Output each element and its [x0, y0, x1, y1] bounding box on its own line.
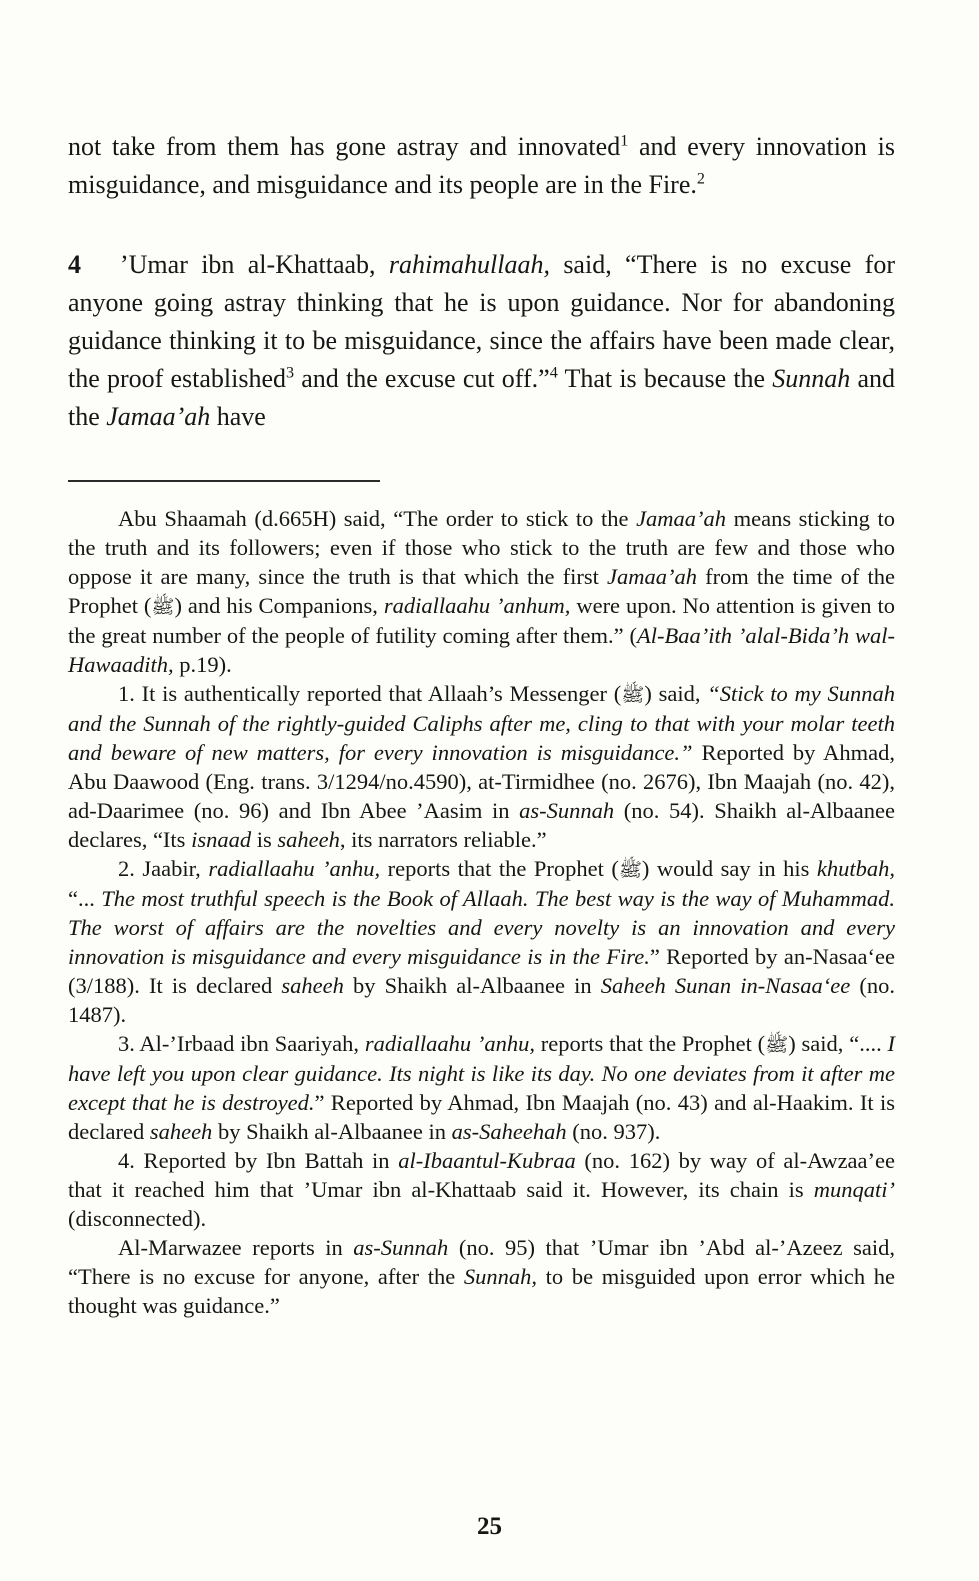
- body-paragraph-4: 4 ’Umar ibn al-Khattaab, rahimahullaah, said, “There is no excuse for anyone going astray thinking that he is upon guidance. Nor for abandoning guidance thinking it to be misguidance, since the affairs have been made clear, the proof established$^3$ and the excuse cut off.”$^4$ That is because the Sunnah and the Jamaa’ah have: [68, 250, 896, 431]
- sallallaahu-icon: ﷺ: [151, 595, 175, 618]
- footnotes: [68, 504, 895, 1320]
- body-text: [68, 128, 895, 436]
- footnote-1: 1. It is authentically reported that Allaah’s Messenger (ﷺ) said, “Stick to my Sunnah and the Sunnah of the rightly-guided Caliphs after me, cling to that with your molar teeth and beware of new matters, for every innovation is misguidance.” Reported by Ahmad, Abu Daawood (Eng. trans. 3/1294/no.4590), at-Tirmidhee (no. 2676), Ibn Maajah (no. 42), ad-Daarimee (no. 96) and Ibn Abee ’Aasim in as-Sunnah (no. 54). Shaikh al-Albaanee declares, “Its isnaad is saheeh, its narrators reliable.”: [68, 681, 895, 852]
- footnote-4: 4. Reported by Ibn Battah in al-Ibaantul-Kubraa (no. 162) by way of al-Awzaa’ee that it reached him that ’Umar ibn al-Khattaab said it. However, its chain is munqati’ (disconnected).: [68, 1148, 895, 1231]
- footnote-al-marwazee: Al-Marwazee reports in as-Sunnah (no. 95) that ’Umar ibn ’Abd al-’Azeez said, “There is no excuse for anyone, after the Sunnah, to be misguided upon error which he thought was guidance.”: [68, 1235, 896, 1318]
- footnote-3: 3. Al-’Irbaad ibn Saariyah, radiallaahu ’anhu, reports that the Prophet (ﷺ) said, “.... I have left you upon clear guidance. Its night is like its day. No one deviates from it after me except that he is destroyed.” Reported by Ahmad, Ibn Maajah (no. 43) and al-Haakim. It is declared saheeh by Shaikh al-Albaanee in as-Saheehah (no. 937).: [68, 1031, 896, 1144]
- footnote-abu-shaamah: Abu Shaamah (d.665H) said, “The order to stick to the Jamaa’ah means sticking to the truth and its followers; even if those who stick to the truth are few and those who oppose it are many, since the truth is that which the first Jamaa’ah from the time of the Prophet (ﷺ) and his Companions, radiallaahu ’anhum, were upon. No attention is given to the great number of the people of futility coming after them.” (Al-Baa’ith ’alal-Bida’h wal-Hawaadith, p.19).: [68, 506, 895, 677]
- footnote-separator: [68, 480, 380, 482]
- footnote-2: 2. Jaabir, radiallaahu ’anhu, reports that the Prophet (ﷺ) would say in his khutbah, “... The most truthful speech is the Book of Allaah. The best way is the way of Muhammad. The worst of affairs are the novelties and every novelty is an innovation and every innovation is misguidance and every misguidance is in the Fire.” Reported by an-Nasaa‘ee (3/188). It is declared saheeh by Shaikh al-Albaanee in Saheeh Sunan in-Nasaa‘ee (no. 1487).: [68, 856, 895, 1027]
- sallallaahu-icon: ﷺ: [621, 683, 645, 706]
- sallallaahu-icon: ﷺ: [765, 1033, 789, 1056]
- body-paragraph-continuation: not take from them has gone astray and innovated$^1$ and every innovation is misguidance, and misguidance and its people are in the Fire.$^2$: [68, 132, 895, 199]
- page-number: 25: [477, 1513, 502, 1540]
- sallallaahu-icon: ﷺ: [618, 858, 642, 881]
